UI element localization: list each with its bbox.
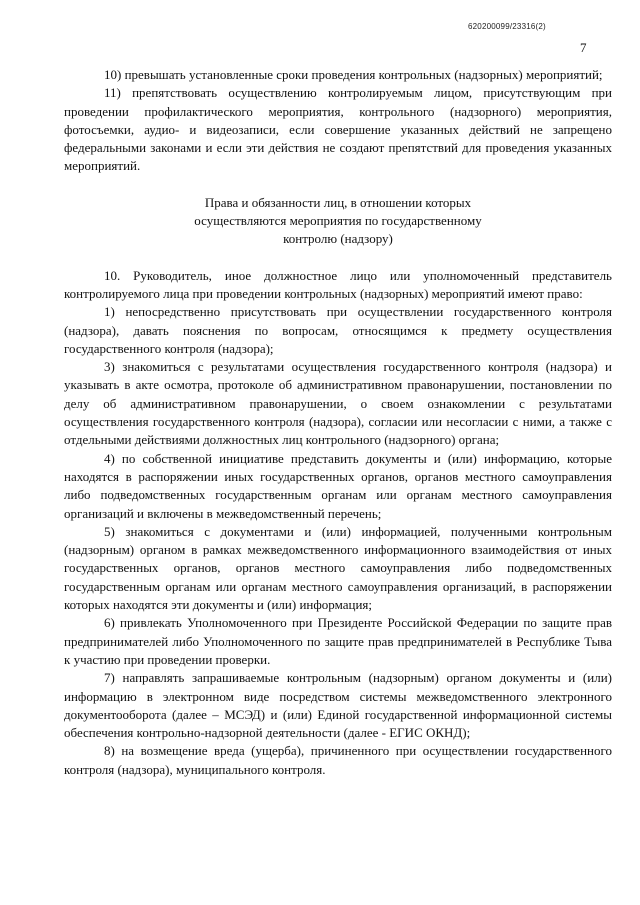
- section-heading: [64, 194, 612, 249]
- section-heading-line: осуществляются мероприятия по государственному: [194, 213, 482, 229]
- paragraph-right-1: 1) непосредственно присутствовать при осуществлении государственного контроля (надзора), давать пояснения по вопросам, относящимся к предмету осуществления государственного контроля (надзора);: [64, 304, 612, 356]
- paragraph-right-8: 8) на возмещение вреда (ущерба), причиненного при осуществлении государственного контроля (надзора), муниципального контроля.: [64, 743, 612, 777]
- paragraph-right-4: 4) по собственной инициативе представить документы и (или) информацию, которые находятся в распоряжении иных государственных органов, органов местного самоуправления либо подведомственных государственным органам или органам местного самоуправления организаций и включены в межведомственный перечень;: [64, 450, 612, 521]
- section-heading-line: Права и обязанности лиц, в отношении которых: [204, 194, 472, 210]
- document-id: 620200099/23316(2): [468, 22, 546, 31]
- paragraph-right-7: 7) направлять запрашиваемые контрольным (надзорным) органом документы и (или) информацию в электронном виде посредством системы межведомственного электронного документооборота (далее – МСЭД) и (или) Единой государственной информационной системы обеспечения контрольно-надзорной деятельности (далее - ЕГИС ОКНД);: [64, 670, 612, 741]
- paragraph-item-11: 11) препятствовать осуществлению контролируемым лицом, присутствующим при проведении профилактического мероприятия, контрольного (надзорного) мероприятия, фотосъемки, аудио- и видеозаписи, если совершение указанных действий не запрещено федеральными законами и если эти действия не создают препятствий для проведения указанных мероприятий.: [64, 85, 612, 174]
- page-number: 7: [580, 40, 587, 55]
- paragraph-item-10: 10) превышать установленные сроки проведения контрольных (надзорных) мероприятий;: [104, 67, 603, 82]
- paragraph-right-6: 6) привлекать Уполномоченного при Президенте Российской Федерации по защите прав предпринимателей либо Уполномоченного по защите прав предпринимателей в Республике Тыва к участию при проведении проверки.: [64, 615, 612, 667]
- paragraph-right-3: 3) знакомиться с результатами осуществления государственного контроля (надзора) и указывать в акте осмотра, протоколе об административном правонарушении, постановлении по делу об административном правонарушении, о своем ознакомлении с результатами осуществления государственного контроля (надзора), согласии или несогласии с ними, а также с отдельными действиями должностных лиц контрольного (надзорного) органа;: [64, 359, 612, 448]
- paragraph-right-5: 5) знакомиться с документами и (или) информацией, полученными контрольным (надзорным) органом в рамках межведомственного информационного взаимодействия от иных государственных органов, органов местного самоуправления либо подведомственных государственным органам или органам местного самоуправления организаций, в распоряжении которых находятся эти документы и (или) информация;: [64, 523, 612, 613]
- paragraph-rights-intro: 10. Руководитель, иное должностное лицо или уполномоченный представитель контролируемого лица при проведении контрольных (надзорных) мероприятий имеют право:: [64, 267, 612, 301]
- document-body: [64, 66, 612, 779]
- section-heading-line: контролю (надзору): [283, 231, 393, 247]
